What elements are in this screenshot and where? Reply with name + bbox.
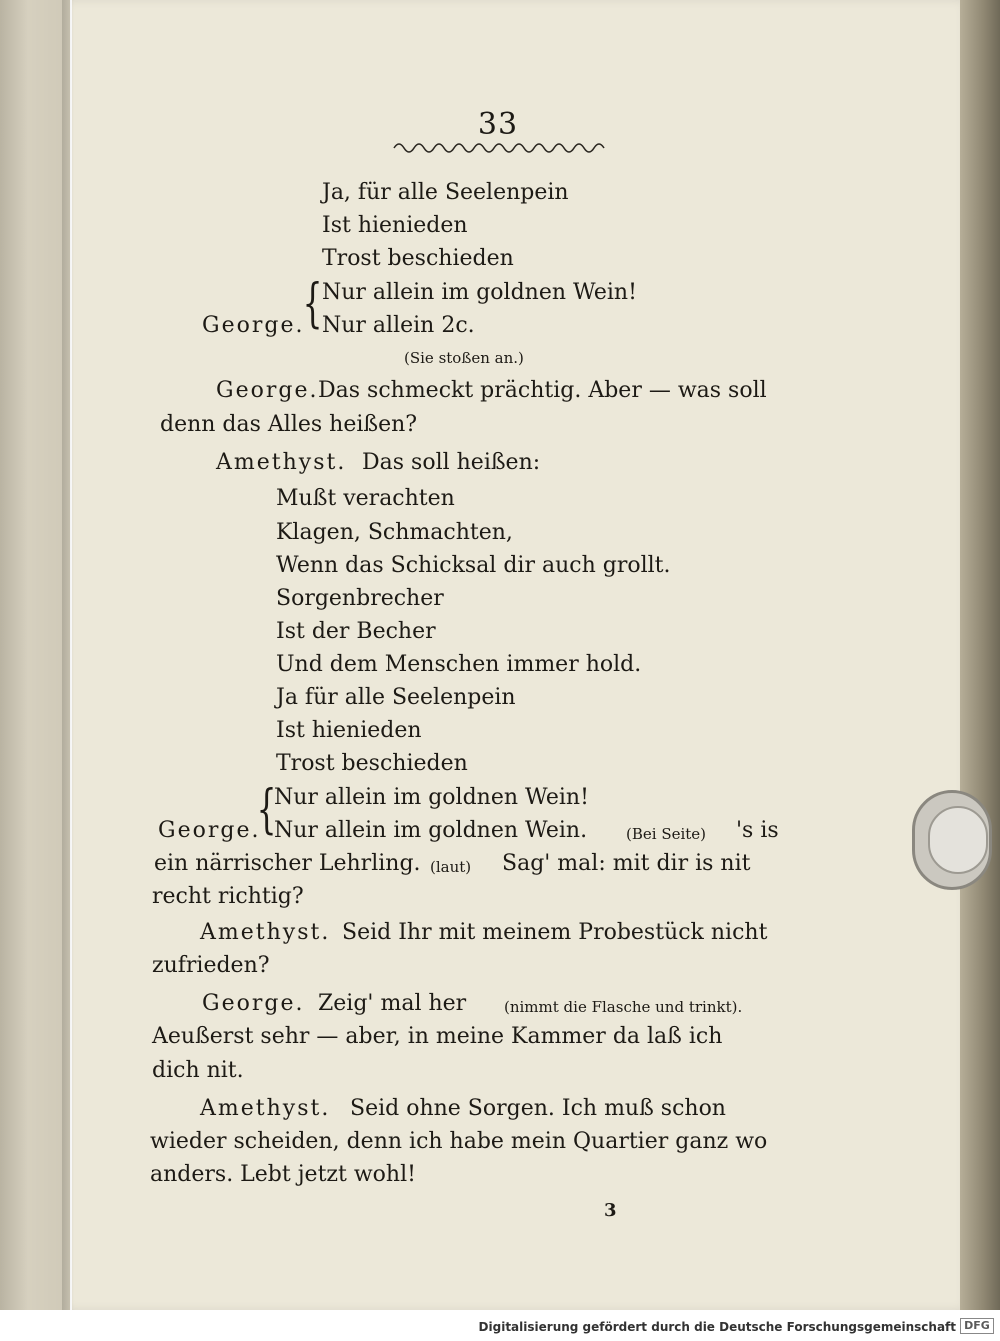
page-clip-inner (928, 806, 988, 874)
speaker-name: George. (202, 991, 305, 1016)
dialogue-line: denn das Alles heißen? (160, 412, 418, 437)
dialogue-line: ein närrischer Lehrling. (154, 851, 421, 876)
stage-direction: (Bei Seite) (626, 825, 707, 843)
dialogue-line: Sag' mal: mit dir is nit (502, 851, 751, 876)
stage-direction: (nimmt die Flasche und trinkt). (504, 998, 743, 1016)
brace-icon: { (302, 274, 323, 334)
dialogue-line: dich nit. (152, 1058, 244, 1083)
verse-line: Nur allein im goldnen Wein. (274, 818, 588, 843)
dialogue-line: Seid ohne Sorgen. Ich muß schon (350, 1096, 726, 1121)
verse-line: Klagen, Schmachten, (276, 520, 513, 545)
speaker-name: George. (202, 313, 305, 338)
dialogue-line: zufrieden? (152, 953, 270, 978)
verse-line: Ist hienieden (276, 718, 422, 743)
dialogue-line: Das schmeckt prächtig. Aber — was soll (318, 378, 767, 403)
verse-line: Trost beschieden (322, 246, 514, 271)
dialogue-line: Das soll heißen: (362, 450, 541, 475)
verse-line: Nur allein 2c. (322, 313, 475, 338)
wavy-rule-ornament (392, 138, 612, 158)
speaker-name: George. (216, 378, 319, 403)
gutter-shadow (62, 0, 74, 1310)
speaker-name: George. (158, 818, 261, 843)
verse-line: Ist hienieden (322, 213, 468, 238)
speaker-name: Amethyst. (216, 450, 347, 475)
stage-direction: (laut) (430, 858, 472, 876)
speaker-name: Amethyst. (200, 920, 331, 945)
verse-line: Nur allein im goldnen Wein! (274, 785, 589, 810)
verse-line: Sorgenbrecher (276, 586, 444, 611)
dialogue-line: anders. Lebt jetzt wohl! (150, 1162, 416, 1187)
dialogue-line: Seid Ihr mit meinem Probestück nicht (342, 920, 768, 945)
footer-credit: Digitalisierung gefördert durch die Deutsche Forschungsgemeinschaft (478, 1320, 956, 1334)
book-fore-edge (960, 0, 1000, 1310)
dialogue-line: recht richtig? (152, 884, 304, 909)
previous-page-edge (0, 0, 70, 1310)
verse-line: Ist der Becher (276, 619, 436, 644)
dfg-logo-icon: DFG (960, 1318, 994, 1334)
stage-direction: (Sie stoßen an.) (404, 349, 524, 367)
verse-line: Ja, für alle Seelenpein (322, 180, 569, 205)
dialogue-line: Zeig' mal her (318, 991, 467, 1016)
signature-mark: 3 (604, 1200, 617, 1221)
verse-line: Nur allein im goldnen Wein! (322, 280, 637, 305)
dialogue-line: wieder scheiden, denn ich habe mein Quartier ganz wo (150, 1129, 768, 1154)
verse-line: Und dem Menschen immer hold. (276, 652, 642, 677)
page-number: 33 (477, 107, 519, 142)
verse-line: Trost beschieden (276, 751, 468, 776)
verse-line: Wenn das Schicksal dir auch grollt. (276, 553, 671, 578)
speaker-name: Amethyst. (200, 1096, 331, 1121)
dialogue-line: 's is (736, 818, 779, 843)
dialogue-line: Aeußerst sehr — aber, in meine Kammer da laß ich (152, 1024, 723, 1049)
verse-line: Mußt verachten (276, 486, 455, 511)
verse-line: Ja für alle Seelenpein (276, 685, 516, 710)
brace-icon: { (256, 780, 277, 840)
